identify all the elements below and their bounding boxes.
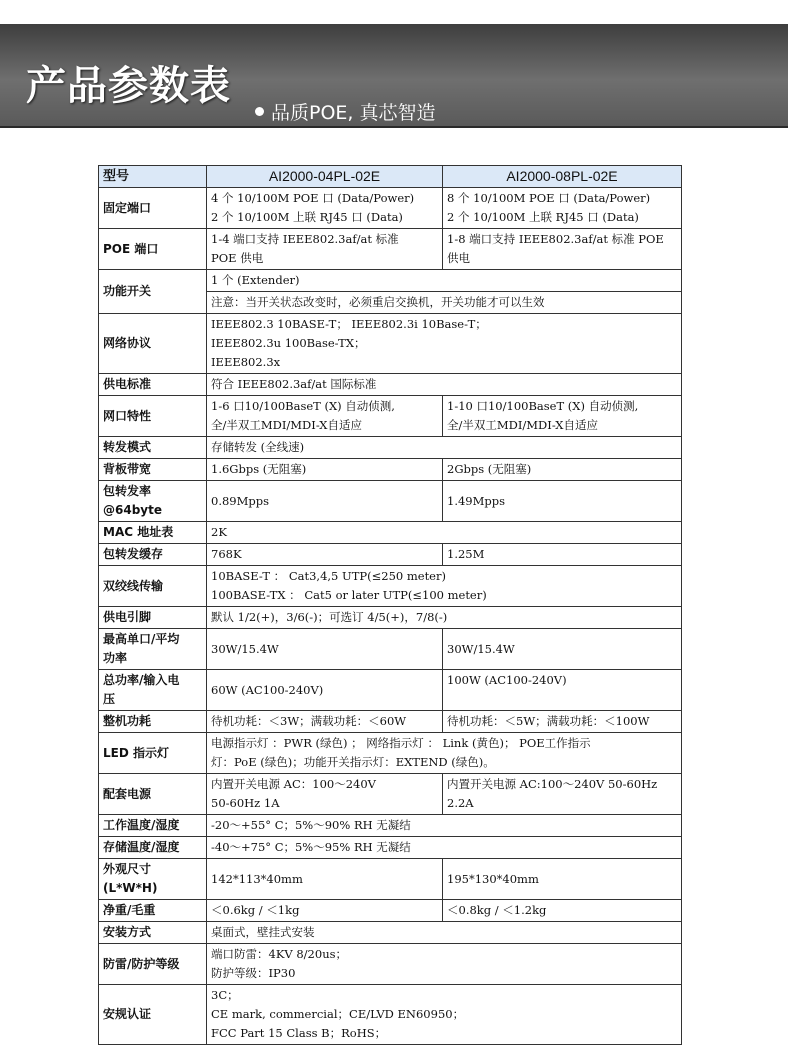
cell-full: 2K (207, 522, 682, 544)
bullet-dot-icon (255, 107, 264, 116)
cell-line: 全/半双工MDI/MDI-X自适应 (211, 418, 362, 432)
table-row (99, 900, 682, 922)
cell-line: 8 个 10/100M POE 口 (Data/Power) (447, 191, 651, 205)
row-label: 包转发缓存 (99, 544, 207, 566)
cell-full: 存储转发 (全线速) (207, 437, 682, 459)
row-label: 安规认证 (99, 985, 207, 1045)
cell-a: 30W/15.4W (207, 629, 443, 670)
cell-line: 1-4 端口支持 IEEE802.3af/at 标准 (211, 232, 399, 246)
cell-line: 电源指示灯 ：PWR (绿色) ； 网络指示灯 ： Link (黄色)； POE工作指示 (211, 736, 591, 750)
cell-a: 0.89Mpps (207, 481, 443, 522)
row-label: POE 端口 (99, 229, 207, 270)
table-row (99, 314, 682, 374)
cell-full: 默认 1/2(+)，3/6(-)；可选订 4/5(+)，7/8(-) (207, 607, 682, 629)
table-row (99, 922, 682, 944)
cell-full: 注意：当开关状态改变时，必须重启交换机，开关功能才可以生效 (207, 292, 682, 314)
cell-a (207, 396, 443, 437)
row-label: 安装方式 (99, 922, 207, 944)
row-label: 净重/毛重 (99, 900, 207, 922)
page-title: 产品参数表 (26, 63, 231, 109)
label-line: (L*W*H) (103, 881, 158, 895)
cell-a (207, 229, 443, 270)
row-label: 整机功耗 (99, 711, 207, 733)
table-row (99, 374, 682, 396)
cell-line: 端口防雷：4KV 8/20us； (211, 947, 348, 961)
row-label: 功能开关 (99, 270, 207, 314)
cell-line: 10BASE-T ： Cat3,4,5 UTP(≤250 meter) (211, 569, 446, 583)
row-label: 供电标准 (99, 374, 207, 396)
cell-line: IEEE802.3u 100Base-TX； (211, 336, 366, 350)
row-label: 转发模式 (99, 437, 207, 459)
cell-full (207, 314, 682, 374)
cell-full (207, 944, 682, 985)
cell-line: 50-60Hz 1A (211, 796, 280, 810)
cell-a (207, 774, 443, 815)
table-row (99, 859, 682, 900)
table-row (99, 629, 682, 670)
cell-line: POE 供电 (211, 251, 264, 265)
page-subtitle: 品质POE, 真芯智造 (271, 102, 436, 124)
table-row (99, 711, 682, 733)
table-row (99, 396, 682, 437)
model-label: 型号 (99, 166, 207, 188)
cell-full: -40～+75° C；5%～95% RH 无凝结 (207, 837, 682, 859)
table-header-row (99, 166, 682, 188)
cell-full (207, 985, 682, 1045)
table-row (99, 985, 682, 1045)
cell-a: 1.6Gbps (无阻塞) (207, 459, 443, 481)
table-row (99, 670, 682, 711)
label-line: 功率 (103, 651, 128, 665)
cell-a: 142*113*40mm (207, 859, 443, 900)
cell-b: ＜0.8kg / ＜1.2kg (443, 900, 682, 922)
label-line: @64byte (103, 503, 162, 517)
label-line: 外观尺寸 (103, 862, 152, 876)
cell-line: 1-10 口10/100BaseT (X) 自动侦测, (447, 399, 639, 413)
cell-line: 2 个 10/100M 上联 RJ45 口 (Data) (211, 210, 403, 224)
label-line: 总功率/输入电 (103, 673, 180, 687)
cell-line: 3C； (211, 988, 239, 1002)
row-label: 工作温度/湿度 (99, 815, 207, 837)
model-b: AI2000-08PL-02E (443, 166, 682, 188)
cell-a: 待机功耗：＜3W；满载功耗：＜60W (207, 711, 443, 733)
spec-table (98, 165, 682, 1045)
row-label: 网络协议 (99, 314, 207, 374)
row-label (99, 670, 207, 711)
cell-b: 100W (AC100-240V) (443, 670, 682, 711)
row-label: 配套电源 (99, 774, 207, 815)
cell-full: 符合 IEEE802.3af/at 国际标准 (207, 374, 682, 396)
cell-b: 2Gbps (无阻塞) (443, 459, 682, 481)
cell-b (443, 229, 682, 270)
table-row (99, 188, 682, 229)
cell-a: 768K (207, 544, 443, 566)
cell-line: 供电 (447, 251, 470, 265)
label-line: 最高单口/平均 (103, 632, 180, 646)
label-line: 包转发率 (103, 484, 152, 498)
row-label: MAC 地址表 (99, 522, 207, 544)
cell-line: 1-8 端口支持 IEEE802.3af/at 标准 POE (447, 232, 664, 246)
table-row (99, 481, 682, 522)
row-label (99, 481, 207, 522)
cell-line: IEEE802.3x (211, 355, 281, 369)
table-row (99, 229, 682, 270)
cell-b: 30W/15.4W (443, 629, 682, 670)
row-label: 网口特性 (99, 396, 207, 437)
row-label (99, 859, 207, 900)
cell-line: 2 个 10/100M 上联 RJ45 口 (Data) (447, 210, 639, 224)
cell-line: 内置开关电源 AC：100～240V (211, 777, 376, 791)
row-label: 固定端口 (99, 188, 207, 229)
cell-line: 全/半双工MDI/MDI-X自适应 (447, 418, 598, 432)
cell-b: 1.25M (443, 544, 682, 566)
row-label (99, 629, 207, 670)
row-label: 双绞线传输 (99, 566, 207, 607)
cell-line: 4 个 10/100M POE 口 (Data/Power) (211, 191, 415, 205)
header-banner (0, 24, 788, 128)
table-row (99, 607, 682, 629)
cell-line: 防护等级：IP30 (211, 966, 296, 980)
table-row (99, 837, 682, 859)
cell-line: 100BASE-TX ： Cat5 or later UTP(≤100 meter) (211, 588, 487, 602)
cell-a (207, 188, 443, 229)
cell-line: 灯：PoE (绿色)；功能开关指示灯：EXTEND (绿色)。 (211, 755, 495, 769)
cell-b (443, 774, 682, 815)
table-row (99, 774, 682, 815)
table-row (99, 544, 682, 566)
cell-full: 桌面式，壁挂式安装 (207, 922, 682, 944)
row-label: LED 指示灯 (99, 733, 207, 774)
table-row (99, 815, 682, 837)
cell-line: IEEE802.3 10BASE-T； IEEE802.3i 10Base-T； (211, 317, 487, 331)
table-row (99, 437, 682, 459)
cell-b (443, 396, 682, 437)
cell-full (207, 566, 682, 607)
table-row (99, 270, 682, 292)
table-row (99, 733, 682, 774)
cell-b: 1.49Mpps (443, 481, 682, 522)
table-row (99, 459, 682, 481)
label-line: 压 (103, 692, 116, 706)
cell-line: 1-6 口10/100BaseT (X) 自动侦测, (211, 399, 395, 413)
cell-a: ＜0.6kg / ＜1kg (207, 900, 443, 922)
row-label: 背板带宽 (99, 459, 207, 481)
table-row (99, 522, 682, 544)
cell-line: 2.2A (447, 796, 474, 810)
cell-a: 60W (AC100-240V) (207, 670, 443, 711)
cell-b: 195*130*40mm (443, 859, 682, 900)
cell-line: 内置开关电源 AC:100～240V 50-60Hz (447, 777, 658, 791)
cell-b: 待机功耗：＜5W；满载功耗：＜100W (443, 711, 682, 733)
table-row (99, 566, 682, 607)
row-label: 存储温度/湿度 (99, 837, 207, 859)
model-a: AI2000-04PL-02E (207, 166, 443, 188)
row-label: 防雷/防护等级 (99, 944, 207, 985)
cell-full: 1 个 (Extender) (207, 270, 682, 292)
table-row (99, 944, 682, 985)
row-label: 供电引脚 (99, 607, 207, 629)
cell-full (207, 733, 682, 774)
cell-line: FCC Part 15 Class B；RoHS； (211, 1026, 387, 1040)
cell-b (443, 188, 682, 229)
cell-full: -20～+55° C；5%～90% RH 无凝结 (207, 815, 682, 837)
cell-line: CE mark, commercial；CE/LVD EN60950； (211, 1007, 465, 1021)
